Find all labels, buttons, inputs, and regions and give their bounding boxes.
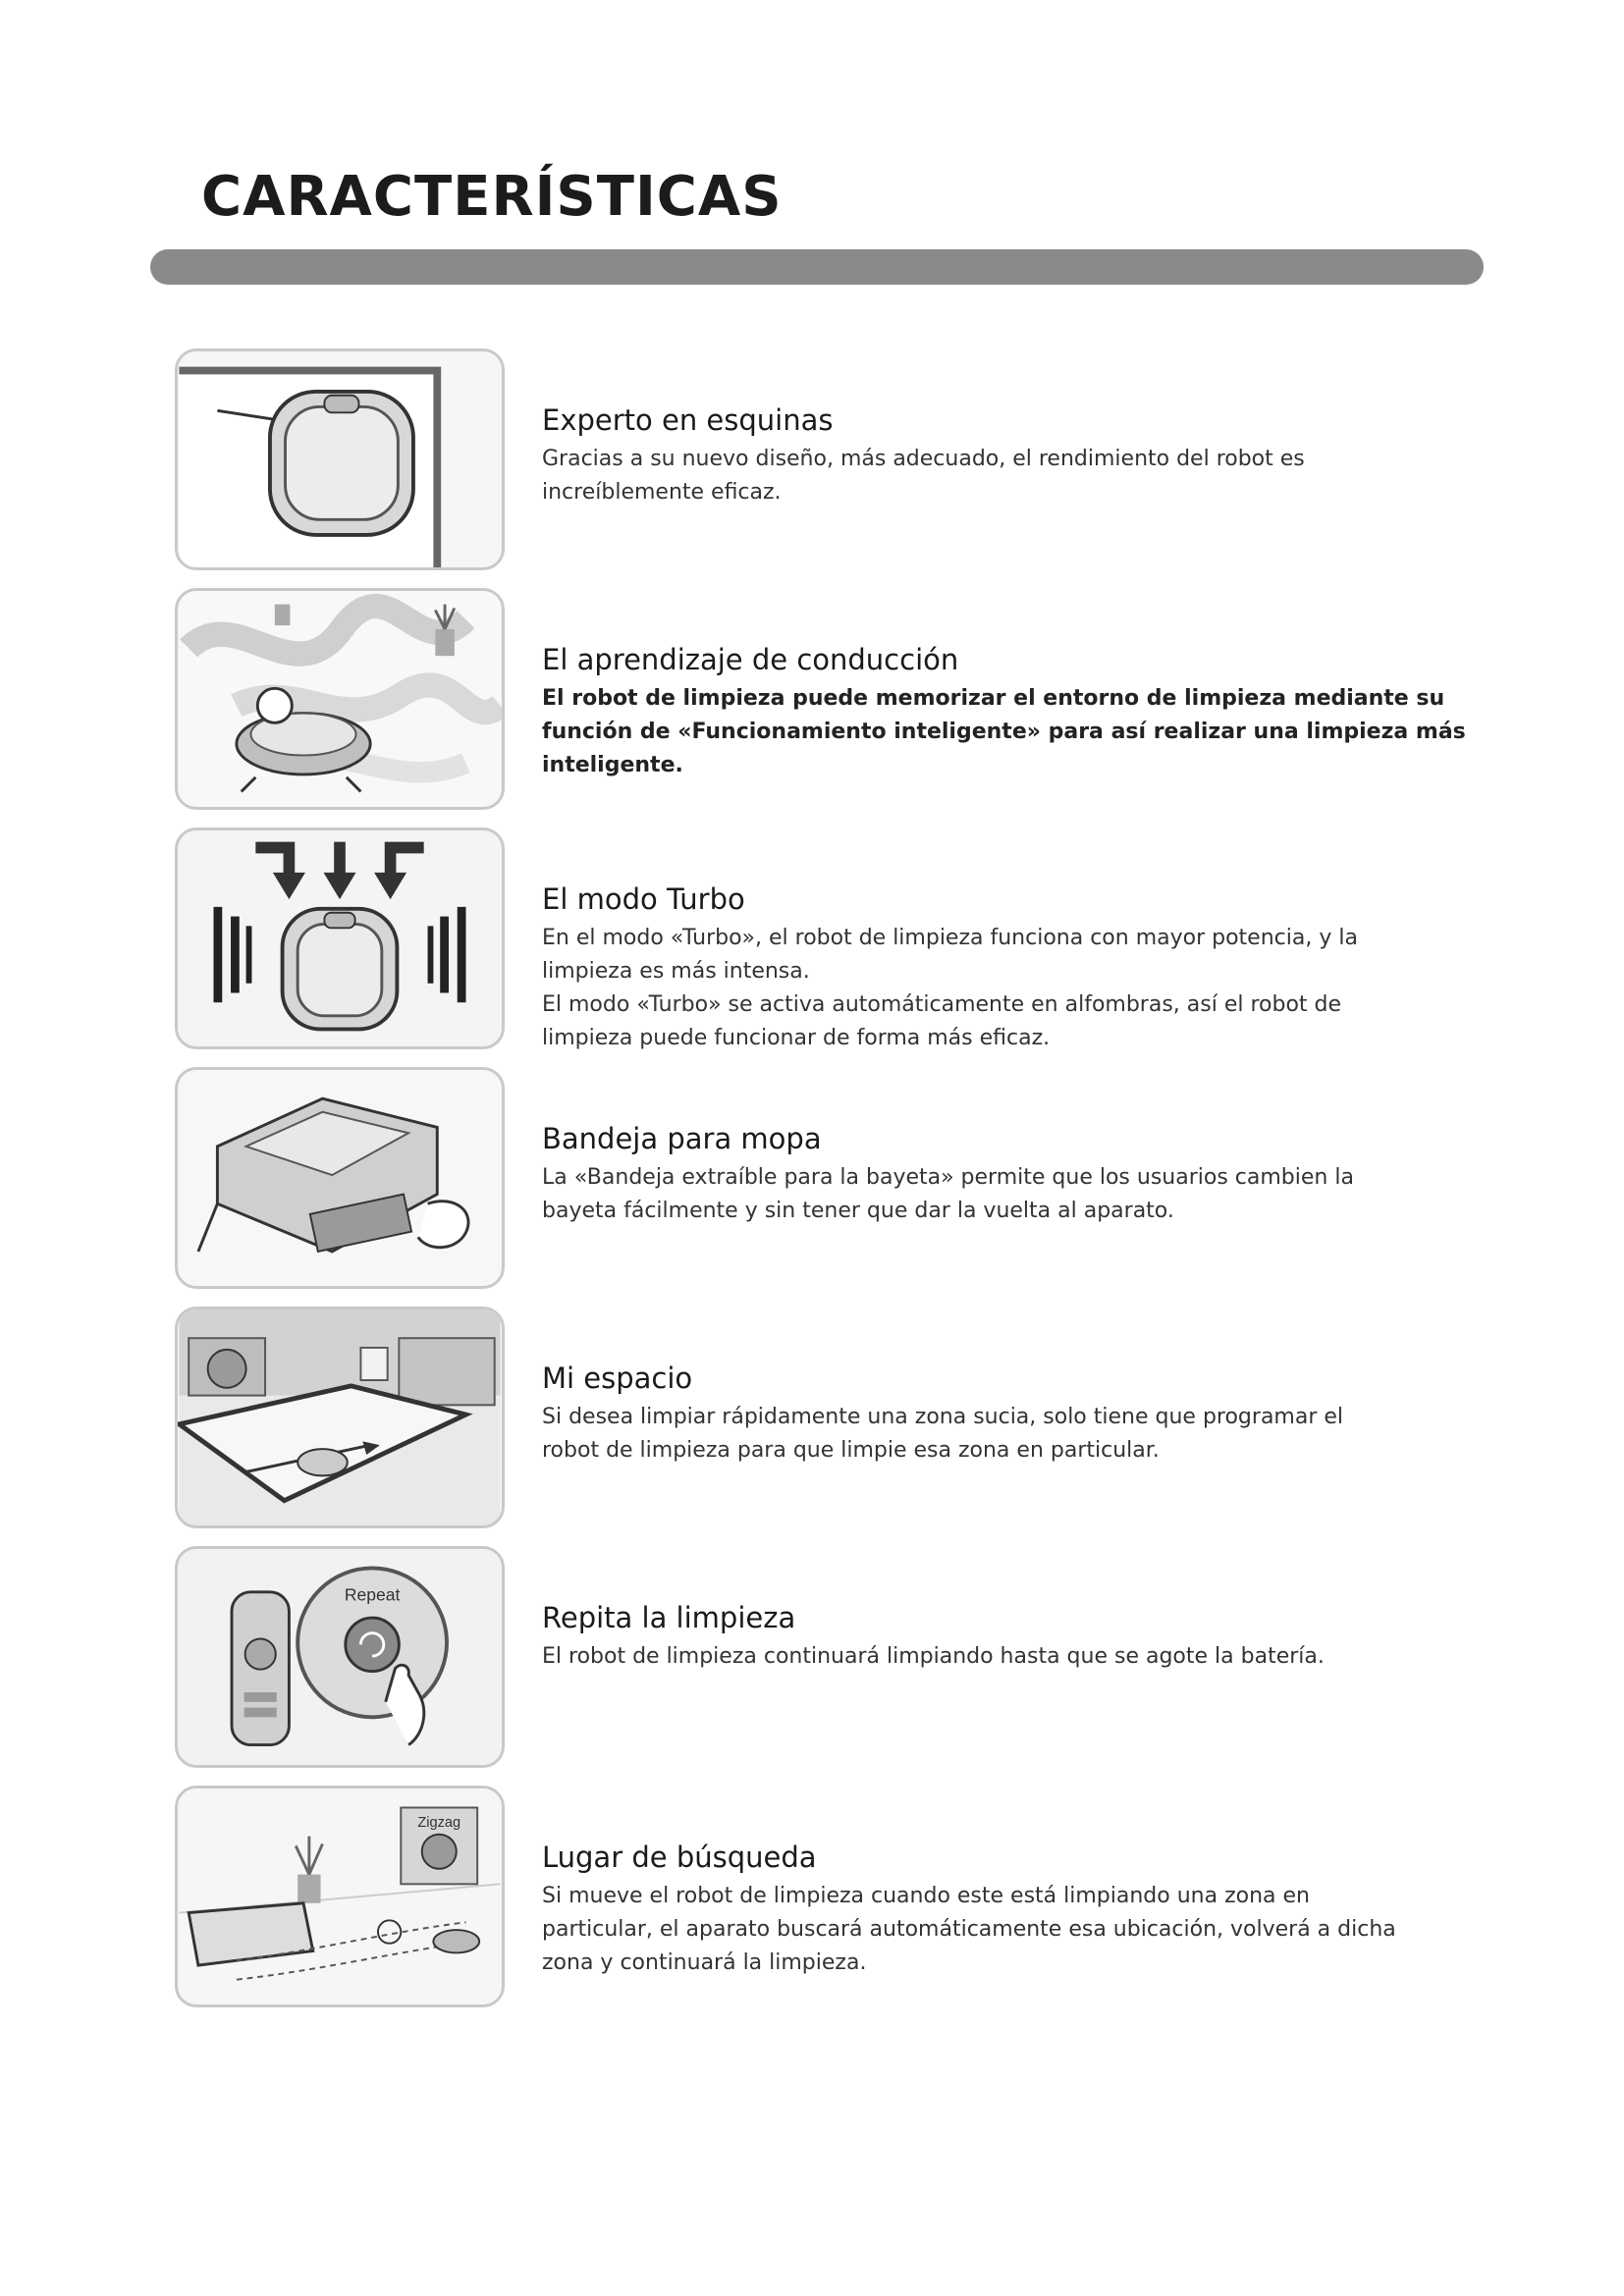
feature-description: [542, 443, 1475, 509]
description-line: Si mueve el robot de limpieza cuando este está limpiando una zona en: [542, 1884, 1310, 1908]
feature-heading: Experto en esquinas: [542, 403, 834, 437]
description-line: limpieza es más intensa.: [542, 959, 810, 984]
feature-description: [542, 682, 1475, 782]
turbo-mode-icon: [175, 828, 505, 1049]
feature-heading: Mi espacio: [542, 1362, 693, 1395]
search-location-icon: [175, 1786, 505, 2007]
page-title: CARACTERÍSTICAS: [201, 165, 783, 229]
feature-repeat-cleaning: [175, 1546, 1481, 1770]
feature-my-space: [175, 1307, 1481, 1530]
title-divider-bar: [150, 249, 1484, 285]
description-line: En el modo «Turbo», el robot de limpieza funciona con mayor potencia, y la: [542, 926, 1358, 950]
description-line: limpieza puede funcionar de forma más eficaz.: [542, 1026, 1051, 1050]
repeat-label: Repeat: [344, 1584, 401, 1605]
feature-heading: El aprendizaje de conducción: [542, 643, 959, 676]
description-line: Si desea limpiar rápidamente una zona sucia, solo tiene que programar el: [542, 1405, 1344, 1429]
feature-description: [542, 1640, 1475, 1674]
description-line: inteligente.: [542, 753, 683, 777]
feature-description: [542, 922, 1475, 1055]
feature-heading: Bandeja para mopa: [542, 1122, 822, 1155]
description-line: El robot de limpieza puede memorizar el entorno de limpieza mediante su: [542, 686, 1445, 711]
feature-driving-learning: [175, 588, 1481, 812]
description-line: La «Bandeja extraíble para la bayeta» permite que los usuarios cambien la: [542, 1165, 1354, 1190]
feature-corner-expert: [175, 348, 1481, 572]
repeat-remote-icon: [175, 1546, 505, 1768]
description-line: zona y continuará la limpieza.: [542, 1950, 867, 1975]
mop-tray-icon: [175, 1067, 505, 1289]
learning-path-icon: [175, 588, 505, 810]
description-line: El robot de limpieza continuará limpiando hasta que se agote la batería.: [542, 1644, 1325, 1669]
feature-description: [542, 1401, 1475, 1468]
feature-description: [542, 1161, 1475, 1228]
robot-corner-icon: [175, 348, 505, 570]
feature-search-location: [175, 1786, 1481, 2009]
feature-mop-tray: [175, 1067, 1481, 1291]
feature-heading: Repita la limpieza: [542, 1601, 796, 1634]
description-line: increíblemente eficaz.: [542, 480, 782, 505]
description-line: robot de limpieza para que limpie esa zona en particular.: [542, 1438, 1160, 1463]
feature-heading: Lugar de búsqueda: [542, 1841, 817, 1874]
zigzag-label: Zigzag: [417, 1814, 461, 1831]
description-line: Gracias a su nuevo diseño, más adecuado, el rendimiento del robot es: [542, 447, 1305, 471]
description-line: particular, el aparato buscará automáticamente esa ubicación, volverá a dicha: [542, 1917, 1396, 1942]
feature-description: [542, 1880, 1475, 1980]
feature-heading: El modo Turbo: [542, 882, 745, 916]
feature-turbo-mode: [175, 828, 1481, 1051]
my-space-icon: [175, 1307, 505, 1528]
description-line: El modo «Turbo» se activa automáticamente en alfombras, así el robot de: [542, 992, 1342, 1017]
description-line: bayeta fácilmente y sin tener que dar la vuelta al aparato.: [542, 1199, 1174, 1223]
description-line: función de «Funcionamiento inteligente» para así realizar una limpieza más: [542, 720, 1466, 744]
